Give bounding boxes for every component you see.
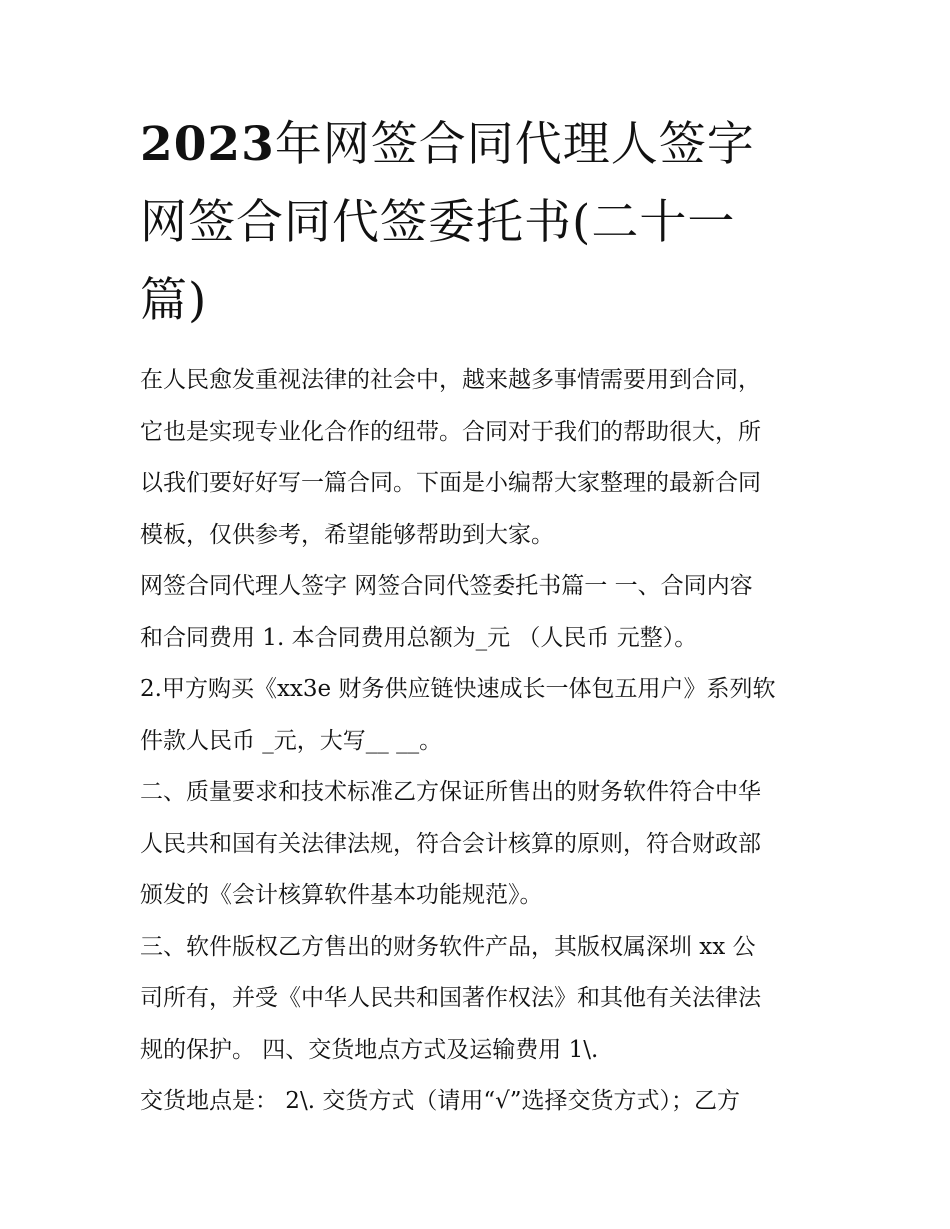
title-line-3: 篇) — [140, 273, 208, 328]
title-line-1-text: 年网签合同代理人签字 — [274, 117, 755, 172]
document-title — [140, 106, 820, 340]
title-line-2: 网签合同代签委托书(二十一 — [140, 195, 736, 250]
body-line: 交货地点是： 2\. 交货方式（请用“√”选择交货方式）；乙方 — [140, 1088, 740, 1114]
body-line: 在人民愈发重视法律的社会中，越来越多事情需要用到合同， — [140, 367, 761, 393]
body-line: 三、软件版权乙方售出的财务软件产品，其版权属深圳 xx 公 — [140, 933, 756, 960]
title-year: 2023 — [140, 117, 275, 172]
body-line: 以我们要好好写一篇合同。下面是小编帮大家整理的最新合同 — [140, 470, 761, 496]
body-line: 件款人民币 _元，大写__ __。 — [140, 727, 443, 754]
body-line: 人民共和国有关法律法规，符合会计核算的原则，符合财政部 — [140, 830, 761, 857]
body-line: 司所有，并受《中华人民共和国著作权法》和其他有关法律法 — [140, 985, 761, 1011]
body-line: 模板，仅供参考，希望能够帮助到大家。 — [140, 521, 554, 548]
title-line-1 — [140, 106, 820, 184]
body-line: 规的保护。 四、交货地点方式及运输费用 1\. — [140, 1036, 599, 1063]
body-line: 和合同费用 1. 本合同费用总额为_元 （人民币 元整）。 — [140, 624, 698, 651]
body-line: 它也是实现专业化合作的纽带。合同对于我们的帮助很大，所 — [140, 418, 761, 445]
body-line: 颁发的《会计核算软件基本功能规范》。 — [140, 882, 543, 908]
body-line: 网签合同代理人签字 网签合同代签委托书篇一 一、合同内容 — [140, 573, 753, 599]
document-body — [140, 355, 820, 1128]
body-line: 2.甲方购买《xx3e 财务供应链快速成长一体包五用户》系列软 — [140, 676, 776, 702]
body-line: 二、质量要求和技术标准乙方保证所售出的财务软件符合中华 — [140, 779, 761, 805]
